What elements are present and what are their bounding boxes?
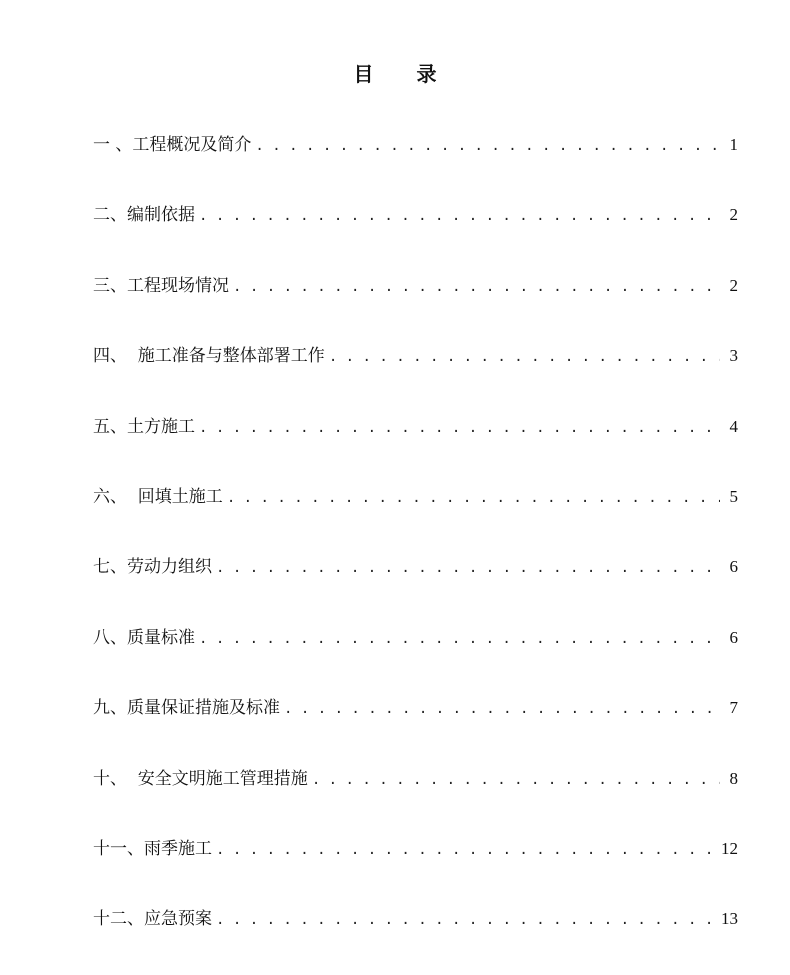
- toc-leader-dots: [255, 138, 720, 154]
- toc-entry-label: 十一、雨季施工: [93, 838, 212, 859]
- toc-entry-6[interactable]: [93, 482, 738, 552]
- toc-entry-12[interactable]: [93, 904, 738, 974]
- toc-entry-page: 2: [729, 205, 738, 225]
- toc-entry-page: 12: [721, 838, 738, 858]
- toc-entry-page: 6: [729, 627, 738, 647]
- toc-entry-10[interactable]: [93, 764, 738, 834]
- toc-entry-label: 四、 施工准备与整体部署工作: [93, 346, 325, 367]
- toc-entry-1[interactable]: [93, 130, 738, 200]
- toc-entry-page: 7: [729, 698, 738, 718]
- toc-entry-page: 5: [729, 486, 738, 506]
- toc-leader-dots: [216, 842, 717, 858]
- toc-entry-label: 十、 安全文明施工管理措施: [93, 768, 308, 789]
- toc-entry-label: 十二、应急预案: [93, 909, 212, 930]
- toc-leader-dots: [233, 279, 720, 295]
- table-of-contents: [93, 130, 738, 975]
- toc-entry-11[interactable]: [93, 834, 738, 904]
- toc-leader-dots: [329, 349, 720, 365]
- toc-entry-page: 1: [729, 135, 738, 154]
- toc-entry-4[interactable]: [93, 341, 738, 411]
- toc-leader-dots: [199, 420, 720, 436]
- toc-leader-dots: [284, 701, 720, 717]
- toc-entry-3[interactable]: [93, 271, 738, 341]
- toc-entry-label: 七、劳动力组织: [93, 557, 212, 578]
- toc-entry-page: 4: [729, 416, 738, 436]
- toc-entry-5[interactable]: [93, 412, 738, 482]
- toc-entry-label: 六、 回填土施工: [93, 486, 223, 507]
- toc-entry-page: 8: [729, 768, 738, 788]
- toc-leader-dots: [216, 560, 720, 576]
- toc-entry-9[interactable]: [93, 693, 738, 763]
- toc-entry-label: 八、质量标准: [93, 627, 195, 648]
- toc-leader-dots: [216, 912, 717, 928]
- toc-leader-dots: [227, 490, 720, 506]
- toc-entry-page: 6: [729, 557, 738, 577]
- toc-entry-page: 13: [721, 909, 738, 929]
- toc-entry-label: 五、土方施工: [93, 416, 195, 437]
- toc-entry-2[interactable]: [93, 200, 738, 270]
- toc-entry-7[interactable]: [93, 552, 738, 622]
- toc-entry-label: 一 、工程概况及简介: [93, 135, 252, 155]
- toc-entry-8[interactable]: [93, 623, 738, 693]
- toc-entry-page: 2: [729, 275, 738, 295]
- toc-leader-dots: [312, 772, 720, 788]
- toc-entry-label: 九、质量保证措施及标准: [93, 698, 280, 719]
- toc-leader-dots: [199, 631, 720, 647]
- toc-entry-label: 三、工程现场情况: [93, 275, 229, 296]
- page-title: 目 录: [353, 62, 455, 86]
- toc-leader-dots: [199, 208, 720, 224]
- toc-entry-label: 二、编制依据: [93, 205, 195, 226]
- toc-entry-page: 3: [729, 346, 738, 366]
